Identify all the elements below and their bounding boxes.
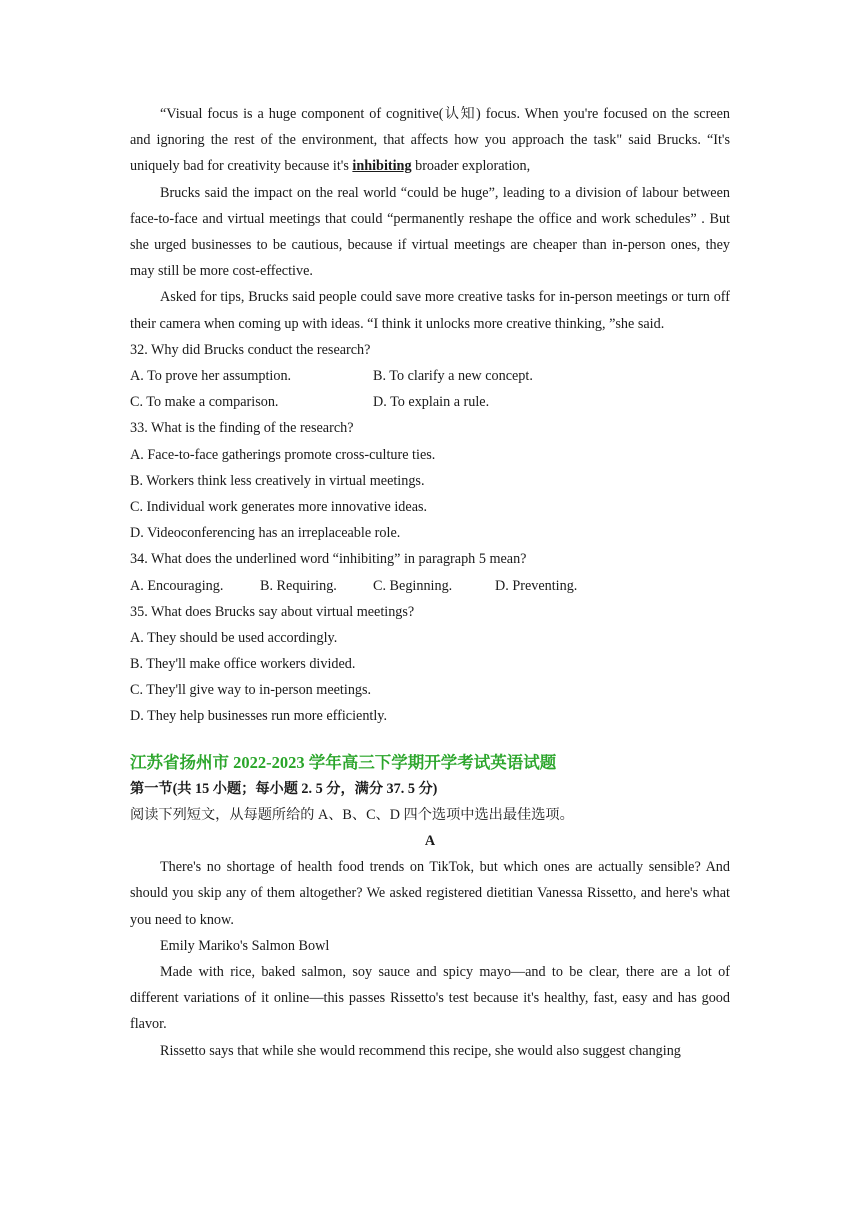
paragraph-tips: Asked for tips, Brucks said people could save more creative tasks for in-person meetings or turn off their camera when coming up with ideas. “I think it unlocks more creative thinking, ”she said. [130,289,730,332]
paragraph-visual-focus [130,101,730,180]
option-b: B. They'll make office workers divided. [130,656,356,673]
option-a: A. They should be used accordingly. [130,629,338,646]
section-title: 江苏省扬州市 2022-2023 学年高三下学期开学考试英语试题 [130,752,557,772]
paragraph-impact: Brucks said the impact on the real world “could be huge”, leading to a division of labour between face-to-face and virtual meetings that could “permanently reshape the office and work schedules” . But she urged businesses to be cautious, because if virtual meetings are cheaper than in-person ones, they may still be more cost-effective. [130,184,730,280]
option-a: A. Face-to-face gatherings promote cross-culture ties. [130,446,436,463]
paragraph-tiktok-intro: There's no shortage of health food trends on TikTok, but which ones are actually sensible? And should you skip any of them altogether? We asked registered dietitian Vanessa Rissetto, and here's what you need to know. [130,859,730,928]
option-b: B. Requiring. [260,577,337,594]
option-b: B. To clarify a new concept. [373,368,533,385]
recipe-heading: Emily Mariko's Salmon Bowl [160,937,330,954]
paragraph-salmon-bowl: Made with rice, baked salmon, soy sauce and spicy mayo—and to be clear, there are a lot of different variations of it online—this passes Rissetto's test because it's healthy, fast, easy and has good flavor. [130,964,730,1033]
passage-letter: A [424,833,436,850]
section-part-heading: 第一节(共 15 小题；每小题 2. 5 分，满分 37. 5 分) [130,780,438,797]
underlined-word: inhibiting [352,158,412,175]
paragraph-text: “Visual focus is a huge component of cognitive(认知) focus. When you're focused on the screen and ignoring the rest of the environment, that affects how you approach the task" said Brucks. “It's uniquely bad for creativity because it's [130,106,730,175]
question-34-stem: 34. What does the underlined word “inhibiting” in paragraph 5 mean? [130,551,527,568]
paragraph-text: broader exploration, [411,158,531,175]
option-c: C. Beginning. [373,577,453,594]
option-c: C. They'll give way to in-person meetings. [130,682,372,699]
section-instruction: 阅读下列短文，从每题所给的 A、B、C、D 四个选项中选出最佳选项。 [130,806,574,823]
question-32-options-row-2 [130,389,730,415]
option-a: A. Encouraging. [130,577,224,594]
question-32-stem: 32. Why did Brucks conduct the research? [130,341,371,358]
option-d: D. To explain a rule. [373,394,490,411]
option-c: C. To make a comparison. [130,394,279,411]
option-d: D. They help businesses run more efficiently. [130,708,388,725]
option-d: D. Videoconferencing has an irreplaceable role. [130,525,401,542]
question-33-stem: 33. What is the finding of the research? [130,420,354,437]
paragraph-rissetto: Rissetto says that while she would recommend this recipe, she would also suggest changing [160,1042,681,1059]
question-32-options-row-1 [130,363,730,389]
option-c: C. Individual work generates more innovative ideas. [130,498,428,515]
option-b: B. Workers think less creatively in virtual meetings. [130,472,425,489]
option-d: D. Preventing. [495,577,578,594]
section-spacer [130,730,730,750]
option-a: A. To prove her assumption. [130,368,292,385]
question-35-stem: 35. What does Brucks say about virtual meetings? [130,603,415,620]
question-34-options [130,573,730,599]
document-page [130,101,730,1064]
